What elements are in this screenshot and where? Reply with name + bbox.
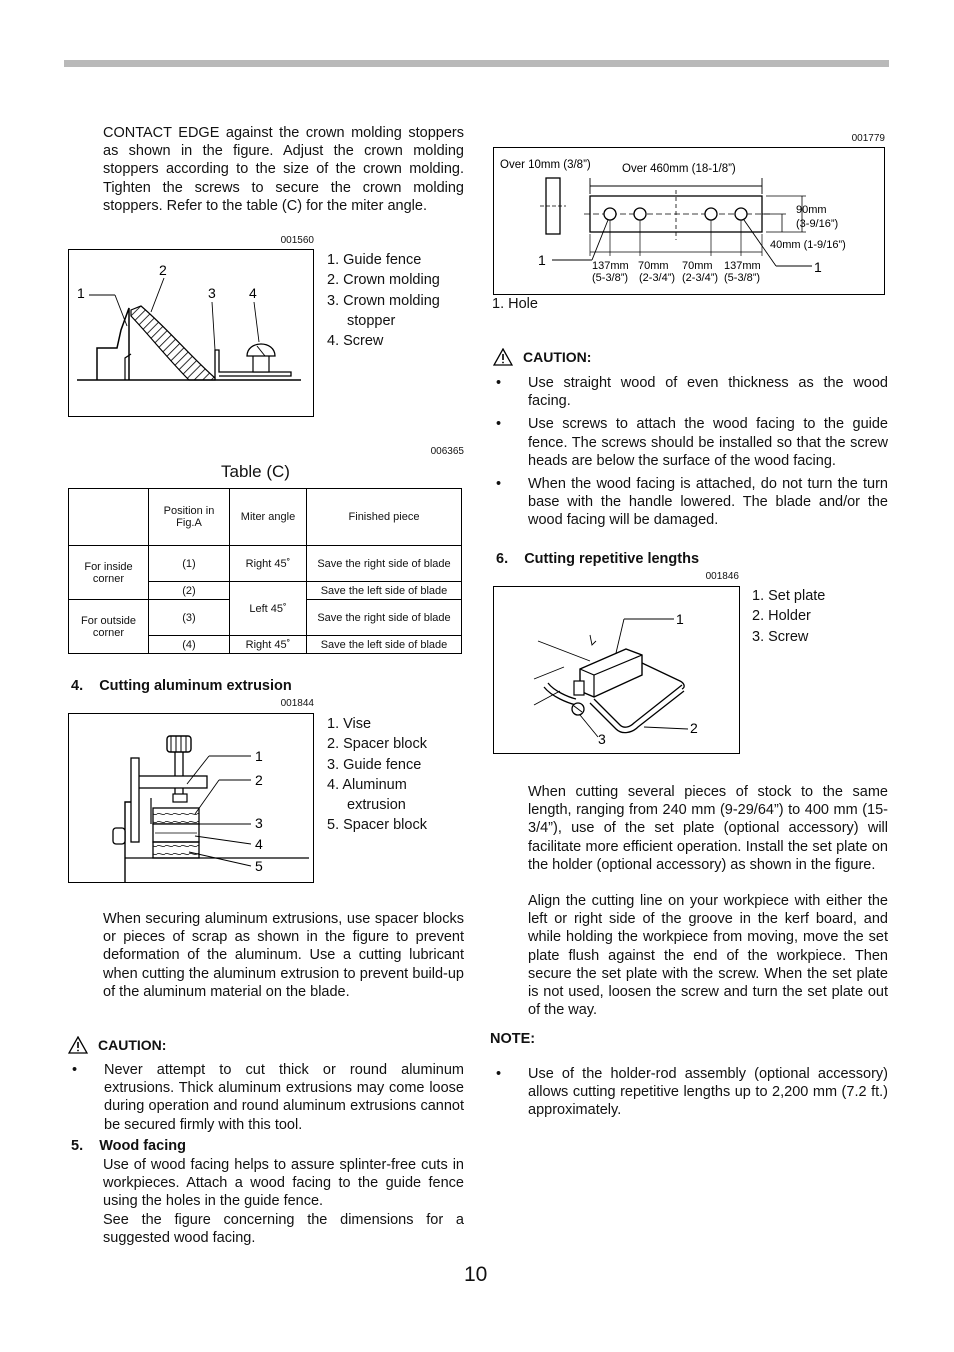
table-cell: Save the left side of blade [307, 636, 462, 654]
callout-4: 4 [255, 836, 263, 852]
row-group-label: For outside corner [69, 600, 149, 654]
label-90mm-inch: (3-9/16”) [796, 218, 839, 230]
note-item: • Use of the holder-rod assembly (optional accessory) allows cutting repetitive lengths up to 2,200 mm (7.2 ft.) approximately. [488, 1065, 888, 1120]
legend-item: 1. Set plate [752, 588, 826, 604]
figure-code: 001844 [280, 698, 314, 709]
table-cell: (1) [149, 546, 230, 582]
aluminum-figure [68, 713, 314, 883]
callout-hole-left: 1 [538, 252, 546, 268]
table-cell: (3) [149, 600, 230, 636]
note-list [488, 1065, 888, 1125]
table-header: Position in Fig.A [149, 489, 230, 546]
figure-code: 001779 [851, 133, 885, 144]
aluminum-caution-list [64, 1061, 464, 1139]
caution-label: CAUTION: [98, 1037, 167, 1053]
caution-item: • Never attempt to cut thick or round aluminum extrusions. Thick aluminum extrusions may come loose during operation and round aluminum extrusions cannot be secured firmly with this tool. [64, 1061, 464, 1134]
dim-inch-4: (5-3/8”) [724, 272, 761, 284]
callout-1: 1 [255, 748, 263, 764]
legend-item: 2. Holder [752, 608, 811, 625]
wood-figure-legend: 1. Hole [492, 296, 538, 312]
caution-item: • When the wood facing is attached, do not turn the turn base with the handle lowered. The blade and/or the wood facing will be damaged. [488, 475, 888, 530]
legend-item: 4. Screw [327, 333, 384, 350]
wood-facing-paragraph-2: See the figure concerning the dimensions for a suggested wood facing. [103, 1212, 464, 1247]
wood-facing-paragraph: Use of wood facing helps to assure splinter-free cuts in workpieces. Attach a wood facing to the guide fence using the holes in the guide fence. [103, 1157, 464, 1210]
dim-inch-3: (2-3/4”) [682, 272, 719, 284]
dim-70-left: 70mm [638, 260, 669, 272]
caution-heading [493, 348, 591, 366]
table-title: Table (C) [221, 462, 290, 481]
miter-table [68, 488, 462, 654]
aluminum-paragraph: When securing aluminum extrusions, use spacer blocks or pieces of scrap as shown in the figure to prevent deformation of the aluminum. Use a cutting lubricant when cutting the aluminum extrusion to prevent build-up of the aluminum material on the blade. [103, 911, 464, 1000]
label-over-460mm: Over 460mm (18-1/8”) [622, 163, 736, 175]
table-cell: (2) [149, 582, 230, 600]
label-40mm: 40mm (1-9/16”) [770, 239, 846, 251]
callout-1: 1 [77, 285, 85, 301]
table-cell: Save the left side of blade [307, 582, 462, 600]
callout-2: 2 [690, 720, 698, 736]
callout-5: 5 [255, 858, 263, 874]
wood-caution-list [488, 374, 888, 535]
header-rule [64, 60, 889, 67]
legend-item: 2. Crown molding [327, 272, 440, 289]
figure-code: 001560 [280, 235, 314, 246]
callout-2: 2 [159, 262, 167, 278]
dim-137-right: 137mm [724, 260, 761, 272]
warning-icon [493, 348, 513, 366]
legend-item: 1. Vise [327, 716, 372, 732]
legend-item: 3. Crown molding stopper [327, 292, 440, 329]
table-code: 006365 [430, 446, 464, 457]
caution-heading [68, 1036, 166, 1054]
warning-icon [68, 1036, 88, 1054]
table-cell: Right 45˚ [230, 546, 307, 582]
callout-4: 4 [249, 285, 257, 301]
caution-label: CAUTION: [523, 349, 592, 365]
table-cell: Left 45˚ [230, 582, 307, 636]
crown-molding-figure [68, 249, 314, 417]
legend-item: 3. Guide fence [327, 756, 422, 773]
dim-137-left: 137mm [592, 260, 629, 272]
table-cell: (4) [149, 636, 230, 654]
table-header: Finished piece [307, 489, 462, 546]
section-4-heading: 4. Cutting aluminum extrusion [71, 678, 292, 694]
section-5-heading: 5. Wood facing [71, 1138, 186, 1154]
legend-item: 2. Spacer block [327, 736, 427, 753]
row-group-label: For inside corner [69, 546, 149, 600]
callout-3: 3 [255, 815, 263, 831]
dim-70-right: 70mm [682, 260, 713, 272]
caution-item: • Use screws to attach the wood facing to the guide fence. The screws should be installed so that the screw heads are below the surface of the wood facing. [488, 415, 888, 470]
legend-item: 1. Guide fence [327, 252, 422, 268]
repetitive-paragraph-2: Align the cutting line on your workpiece with either the left or right side of the groove in the kerf board, and while holding the workpiece from moving, move the set plate flush against the end of the workpiece. Then secure the set plate with the screw. When the set plate is not used, loosen the screw and turn the set plate out of the way. [528, 893, 888, 1019]
table-header [69, 489, 149, 546]
table-header: Miter angle [230, 489, 307, 546]
table-cell: Save the right side of blade [307, 600, 462, 636]
table-cell: Right 45˚ [230, 636, 307, 654]
callout-hole-right: 1 [814, 259, 822, 275]
dim-inch-2: (2-3/4”) [639, 272, 676, 284]
set-plate-legend [752, 586, 882, 647]
crown-figure-legend [327, 250, 467, 351]
label-90mm: 90mm [796, 204, 827, 216]
wood-facing-figure [493, 147, 885, 295]
callout-3: 3 [208, 285, 216, 301]
section-6-heading: 6. Cutting repetitive lengths [496, 551, 700, 567]
table-cell: Save the right side of blade [307, 546, 462, 582]
repetitive-paragraph: When cutting several pieces of stock to the same length, ranging from 240 mm (9-29/64”) to 400 mm (15-3/4”), use of the set plate (optional accessory) will facilitate more efficient operation. Install the set plate on the holder (optional accessory) as shown in the figure. [528, 784, 888, 873]
label-over-10mm: Over 10mm (3/8”) [500, 159, 591, 171]
dim-inch-1: (5-3/8”) [592, 272, 629, 284]
legend-item: 3. Screw [752, 628, 809, 645]
note-heading: NOTE: [490, 1031, 536, 1047]
legend-item: 4. Aluminum extrusion [327, 776, 407, 814]
set-plate-figure [493, 586, 740, 754]
intro-paragraph: CONTACT EDGE against the crown molding stoppers as shown in the figure. Adjust the crown molding stoppers according to the size of the crown molding. Tighten the screws to secure the crown molding stoppers. Refer to the table (C) for the miter angle. [103, 125, 464, 214]
caution-item: • Use straight wood of even thickness as the wood facing. [488, 374, 888, 410]
legend-item: 5. Spacer block [327, 817, 427, 834]
callout-2: 2 [255, 772, 263, 788]
callout-1: 1 [676, 611, 684, 627]
aluminum-figure-legend [327, 714, 467, 836]
figure-code: 001846 [705, 571, 739, 582]
page-number: 10 [464, 1263, 488, 1286]
callout-3: 3 [598, 731, 606, 747]
